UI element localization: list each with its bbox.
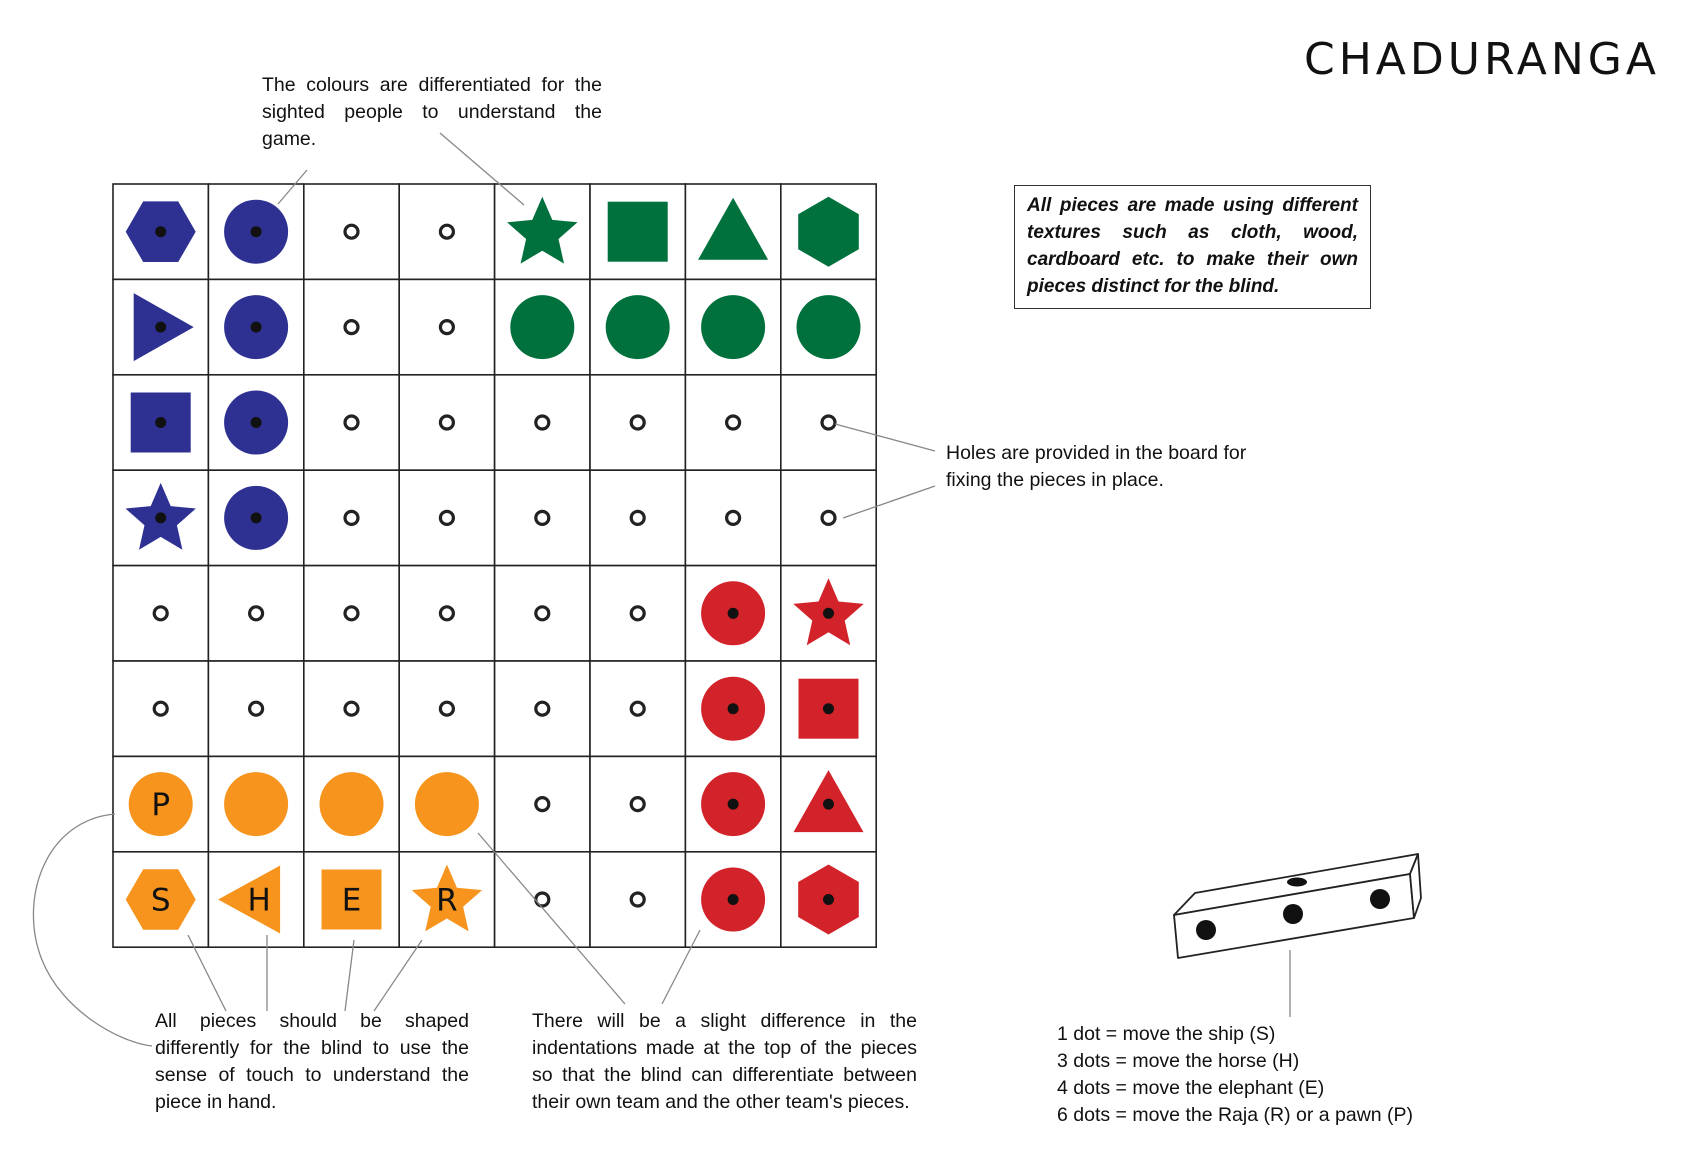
board-grid xyxy=(113,184,876,947)
green-circle-piece xyxy=(510,295,574,359)
board-hole xyxy=(631,416,644,429)
shapes-note: All pieces should be shaped differently for the blind to use the sense of touch to understand the piece in hand. xyxy=(155,1010,469,1113)
piece-indentation-dot xyxy=(155,512,166,523)
textures-note-box xyxy=(1014,185,1371,309)
piece-indentation-dot xyxy=(155,417,166,428)
board-hole xyxy=(536,702,549,715)
piece-indentation-dot xyxy=(155,226,166,237)
piece-letter: E xyxy=(341,882,362,919)
board-hole xyxy=(250,702,263,715)
board-hole xyxy=(631,511,644,524)
piece-indentation-dot xyxy=(823,799,834,810)
colours-note: The colours are differentiated for the sighted people to understand the game. xyxy=(262,74,602,150)
dice-drawing xyxy=(1174,854,1421,958)
dice-dot xyxy=(1196,920,1216,940)
board-hole xyxy=(345,511,358,524)
board-hole xyxy=(536,798,549,811)
board-hole xyxy=(536,416,549,429)
page-title: CHADURANGA xyxy=(1304,34,1660,85)
piece-indentation-dot xyxy=(823,894,834,905)
piece-indentation-dot xyxy=(251,226,262,237)
dice-legend-item: 1 dot = move the ship (S) xyxy=(1057,1023,1276,1045)
green-circle-piece xyxy=(701,295,765,359)
orange-circle-piece xyxy=(415,772,479,836)
dice-legend-item: 6 dots = move the Raja (R) or a pawn (P) xyxy=(1057,1104,1414,1126)
piece-indentation-dot xyxy=(251,322,262,333)
board-hole xyxy=(345,321,358,334)
piece-indentation-dot xyxy=(728,894,739,905)
textures-note: All pieces are made using different textures such as cloth, wood, cardboard etc. to make their own pieces distinct for the blind. xyxy=(1027,195,1358,297)
board-hole xyxy=(440,225,453,238)
board-hole xyxy=(822,416,835,429)
piece-indentation-dot xyxy=(728,608,739,619)
dice-dot xyxy=(1370,889,1390,909)
piece-indentation-dot xyxy=(823,703,834,714)
orange-circle-piece xyxy=(320,772,384,836)
board-hole xyxy=(345,607,358,620)
board-hole xyxy=(536,893,549,906)
holes-note: Holes are provided in the board for fixing the pieces in place. xyxy=(946,442,1247,491)
piece-indentation-dot xyxy=(823,608,834,619)
board-hole xyxy=(822,511,835,524)
board-hole xyxy=(250,607,263,620)
board-hole xyxy=(345,702,358,715)
board-hole xyxy=(440,511,453,524)
piece-letter: S xyxy=(150,882,171,919)
piece-indentation-dot xyxy=(251,417,262,428)
board-hole xyxy=(440,416,453,429)
board-hole xyxy=(631,607,644,620)
orange-circle-piece xyxy=(224,772,288,836)
board-hole xyxy=(154,607,167,620)
piece-indentation-dot xyxy=(251,512,262,523)
dice-top-dot xyxy=(1287,878,1307,887)
board-hole xyxy=(440,607,453,620)
piece-indentation-dot xyxy=(155,322,166,333)
dice-legend-item: 3 dots = move the horse (H) xyxy=(1057,1050,1300,1072)
indentations-note: There will be a slight difference in the indentations made at the top of the pieces so that the blind can differentiate between their own team and the other team's pieces. xyxy=(532,1010,917,1113)
piece-letter: P xyxy=(151,787,171,824)
green-circle-piece xyxy=(606,295,670,359)
board-hole xyxy=(727,416,740,429)
board-hole xyxy=(345,416,358,429)
green-circle-piece xyxy=(797,295,861,359)
board-hole xyxy=(440,321,453,334)
piece-letter: R xyxy=(436,882,458,919)
board-hole xyxy=(631,893,644,906)
board-hole xyxy=(536,607,549,620)
board-hole xyxy=(345,225,358,238)
board-hole xyxy=(727,511,740,524)
piece-indentation-dot xyxy=(728,799,739,810)
board-hole xyxy=(631,798,644,811)
dice-legend xyxy=(1057,1021,1413,1129)
dice-legend-item: 4 dots = move the elephant (E) xyxy=(1057,1077,1325,1099)
piece-letter: H xyxy=(247,882,271,919)
board-hole xyxy=(440,702,453,715)
board-hole xyxy=(631,702,644,715)
dice-dot xyxy=(1283,904,1303,924)
board-hole xyxy=(536,511,549,524)
piece-indentation-dot xyxy=(728,703,739,714)
board-hole xyxy=(154,702,167,715)
green-square-piece xyxy=(608,202,668,262)
